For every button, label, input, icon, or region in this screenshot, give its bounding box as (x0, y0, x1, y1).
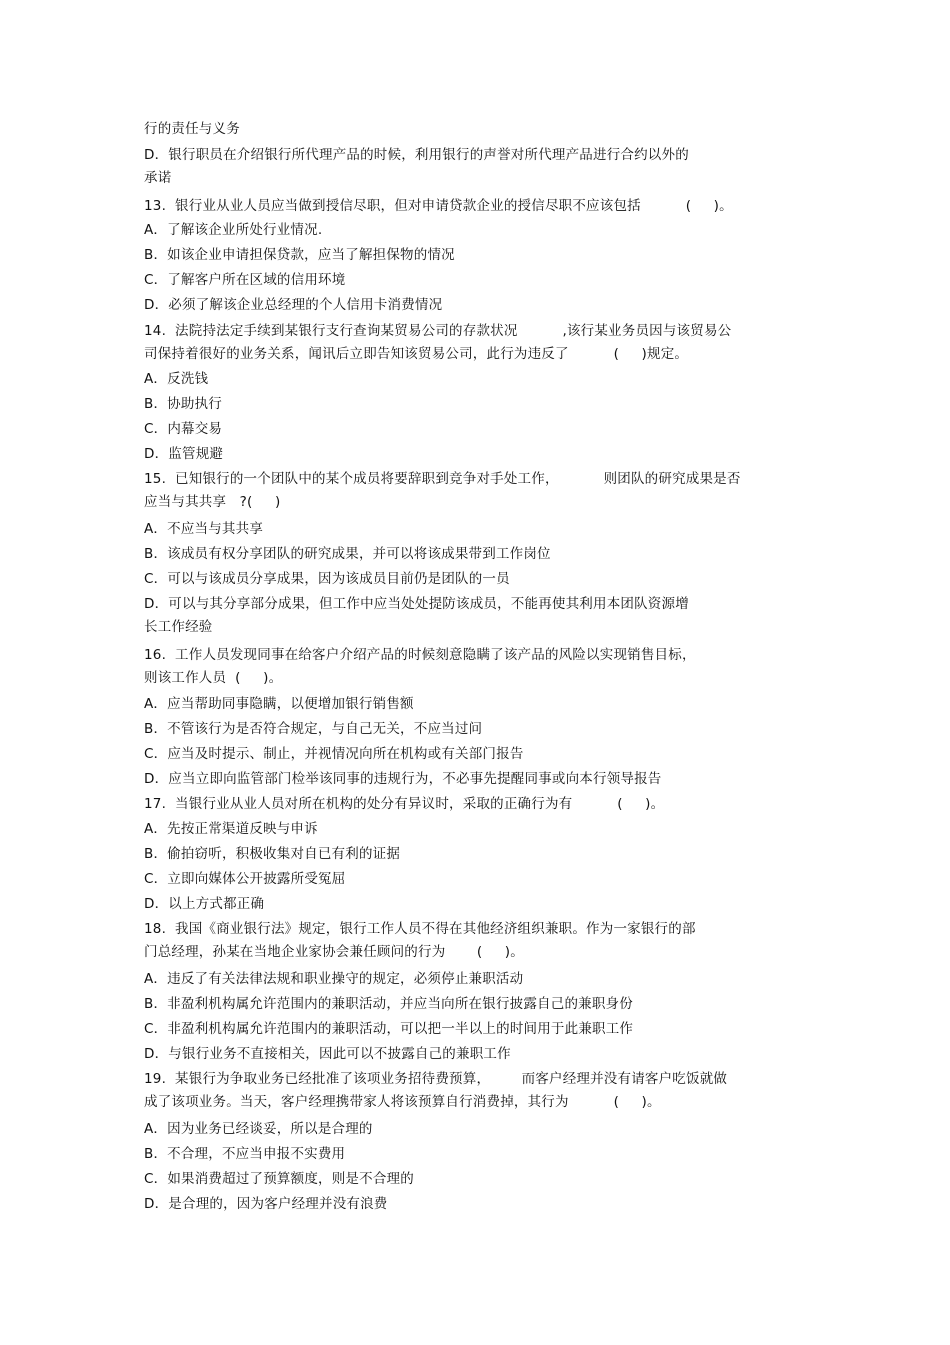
text-line: 门总经理，孙某在当地企业家协会兼任顾问的行为 ( )。 (144, 944, 524, 960)
text-line: 承诺 (144, 170, 172, 186)
text-line: B．偷拍窃听，积极收集对自已有利的证据 (144, 846, 401, 862)
text-line: D．银行职员在介绍银行所代理产品的时候，利用银行的声誉对所代理产品进行合约以外的 (144, 147, 689, 163)
text-line: D．应当立即向监管部门检举该同事的违规行为，不必事先提醒同事或向本行领导报告 (144, 771, 662, 787)
text-line: D．可以与其分享部分成果，但工作中应当处处提防该成员，不能再使其利用本团队资源增 (144, 596, 689, 612)
text-line: 长工作经验 (144, 619, 213, 635)
text-line: C．内幕交易 (144, 421, 223, 437)
text-line: 17. 当银行业从业人员对所在机构的处分有异议时，采取的正确行为有 ( )。 (144, 796, 665, 812)
text-line: A．应当帮助同事隐瞒，以便增加银行销售额 (144, 696, 414, 712)
text-line: A．不应当与其共享 (144, 521, 264, 537)
text-line: B．非盈利机构属允许范围内的兼职活动，并应当向所在银行披露自己的兼职身份 (144, 996, 633, 1012)
text-line: 14. 法院持法定手续到某银行支行查询某贸易公司的存款状况 ,该行某业务员因与该贸易公 (144, 323, 732, 339)
text-line: B．不管该行为是否符合规定，与自己无关，不应当过问 (144, 721, 483, 737)
text-line: B．该成员有权分享团队的研究成果，并可以将该成果带到工作岗位 (144, 546, 551, 562)
text-line: 18. 我国《商业银行法》规定，银行工作人员不得在其他经济组织兼职。作为一家银行的部 (144, 921, 696, 937)
text-line: D．以上方式都正确 (144, 896, 265, 912)
text-line: B．如该企业申请担保贷款，应当了解担保物的情况 (144, 247, 455, 263)
text-line: 15. 已知银行的一个团队中的某个成员将要辞职到竞争对手处工作， 则团队的研究成果是否 (144, 471, 741, 487)
text-line: 13. 银行业从业人员应当做到授信尽职，但对申请贷款企业的授信尽职不应该包括 ( )。 (144, 198, 733, 214)
text-line: 应当与其共享 ?( ) (144, 494, 281, 510)
text-line: A．了解该企业所处行业情况. (144, 222, 323, 238)
text-line: A．先按正常渠道反映与申诉 (144, 821, 318, 837)
text-line: C．非盈利机构属允许范围内的兼职活动，可以把一半以上的时间用于此兼职工作 (144, 1021, 634, 1037)
text-line: D．监管规避 (144, 446, 224, 462)
text-line: D．是合理的，因为客户经理并没有浪费 (144, 1196, 388, 1212)
text-line: D．与银行业务不直接相关，因此可以不披露自己的兼职工作 (144, 1046, 511, 1062)
text-line: C．了解客户所在区域的信用环境 (144, 272, 346, 288)
text-line: C．应当及时提示、制止，并视情况向所在机构或有关部门报告 (144, 746, 524, 762)
text-line: C．如果消费超过了预算额度，则是不合理的 (144, 1171, 414, 1187)
text-line: B．不合理，不应当申报不实费用 (144, 1146, 346, 1162)
text-line: 则该工作人员 ( )。 (144, 670, 283, 686)
text-line: A．因为业务已经谈妥，所以是合理的 (144, 1121, 373, 1137)
text-line: B．协助执行 (144, 396, 222, 412)
text-line: A．反洗钱 (144, 371, 209, 387)
text-line: 成了该项业务。当天，客户经理携带家人将该预算自行消费掉，其行为 ( )。 (144, 1094, 661, 1110)
text-line: 行的责任与义务 (144, 121, 240, 137)
text-line: 19. 某银行为争取业务已经批准了该项业务招待费预算， 而客户经理并没有请客户吃饭就做 (144, 1071, 728, 1087)
text-line: C．可以与该成员分享成果，因为该成员目前仍是团队的一员 (144, 571, 510, 587)
text-line: C．立即向媒体公开披露所受冤屈 (144, 871, 346, 887)
text-line: A．违反了有关法律法规和职业操守的规定，必须停止兼职活动 (144, 971, 524, 987)
text-line: 16. 工作人员发现同事在给客户介绍产品的时候刻意隐瞒了该产品的风险以实现销售目标， (144, 647, 696, 663)
text-line: D．必须了解该企业总经理的个人信用卡消费情况 (144, 297, 443, 313)
text-line: 司保持着很好的业务关系，闻讯后立即告知该贸易公司，此行为违反了 ( )规定。 (144, 346, 689, 362)
